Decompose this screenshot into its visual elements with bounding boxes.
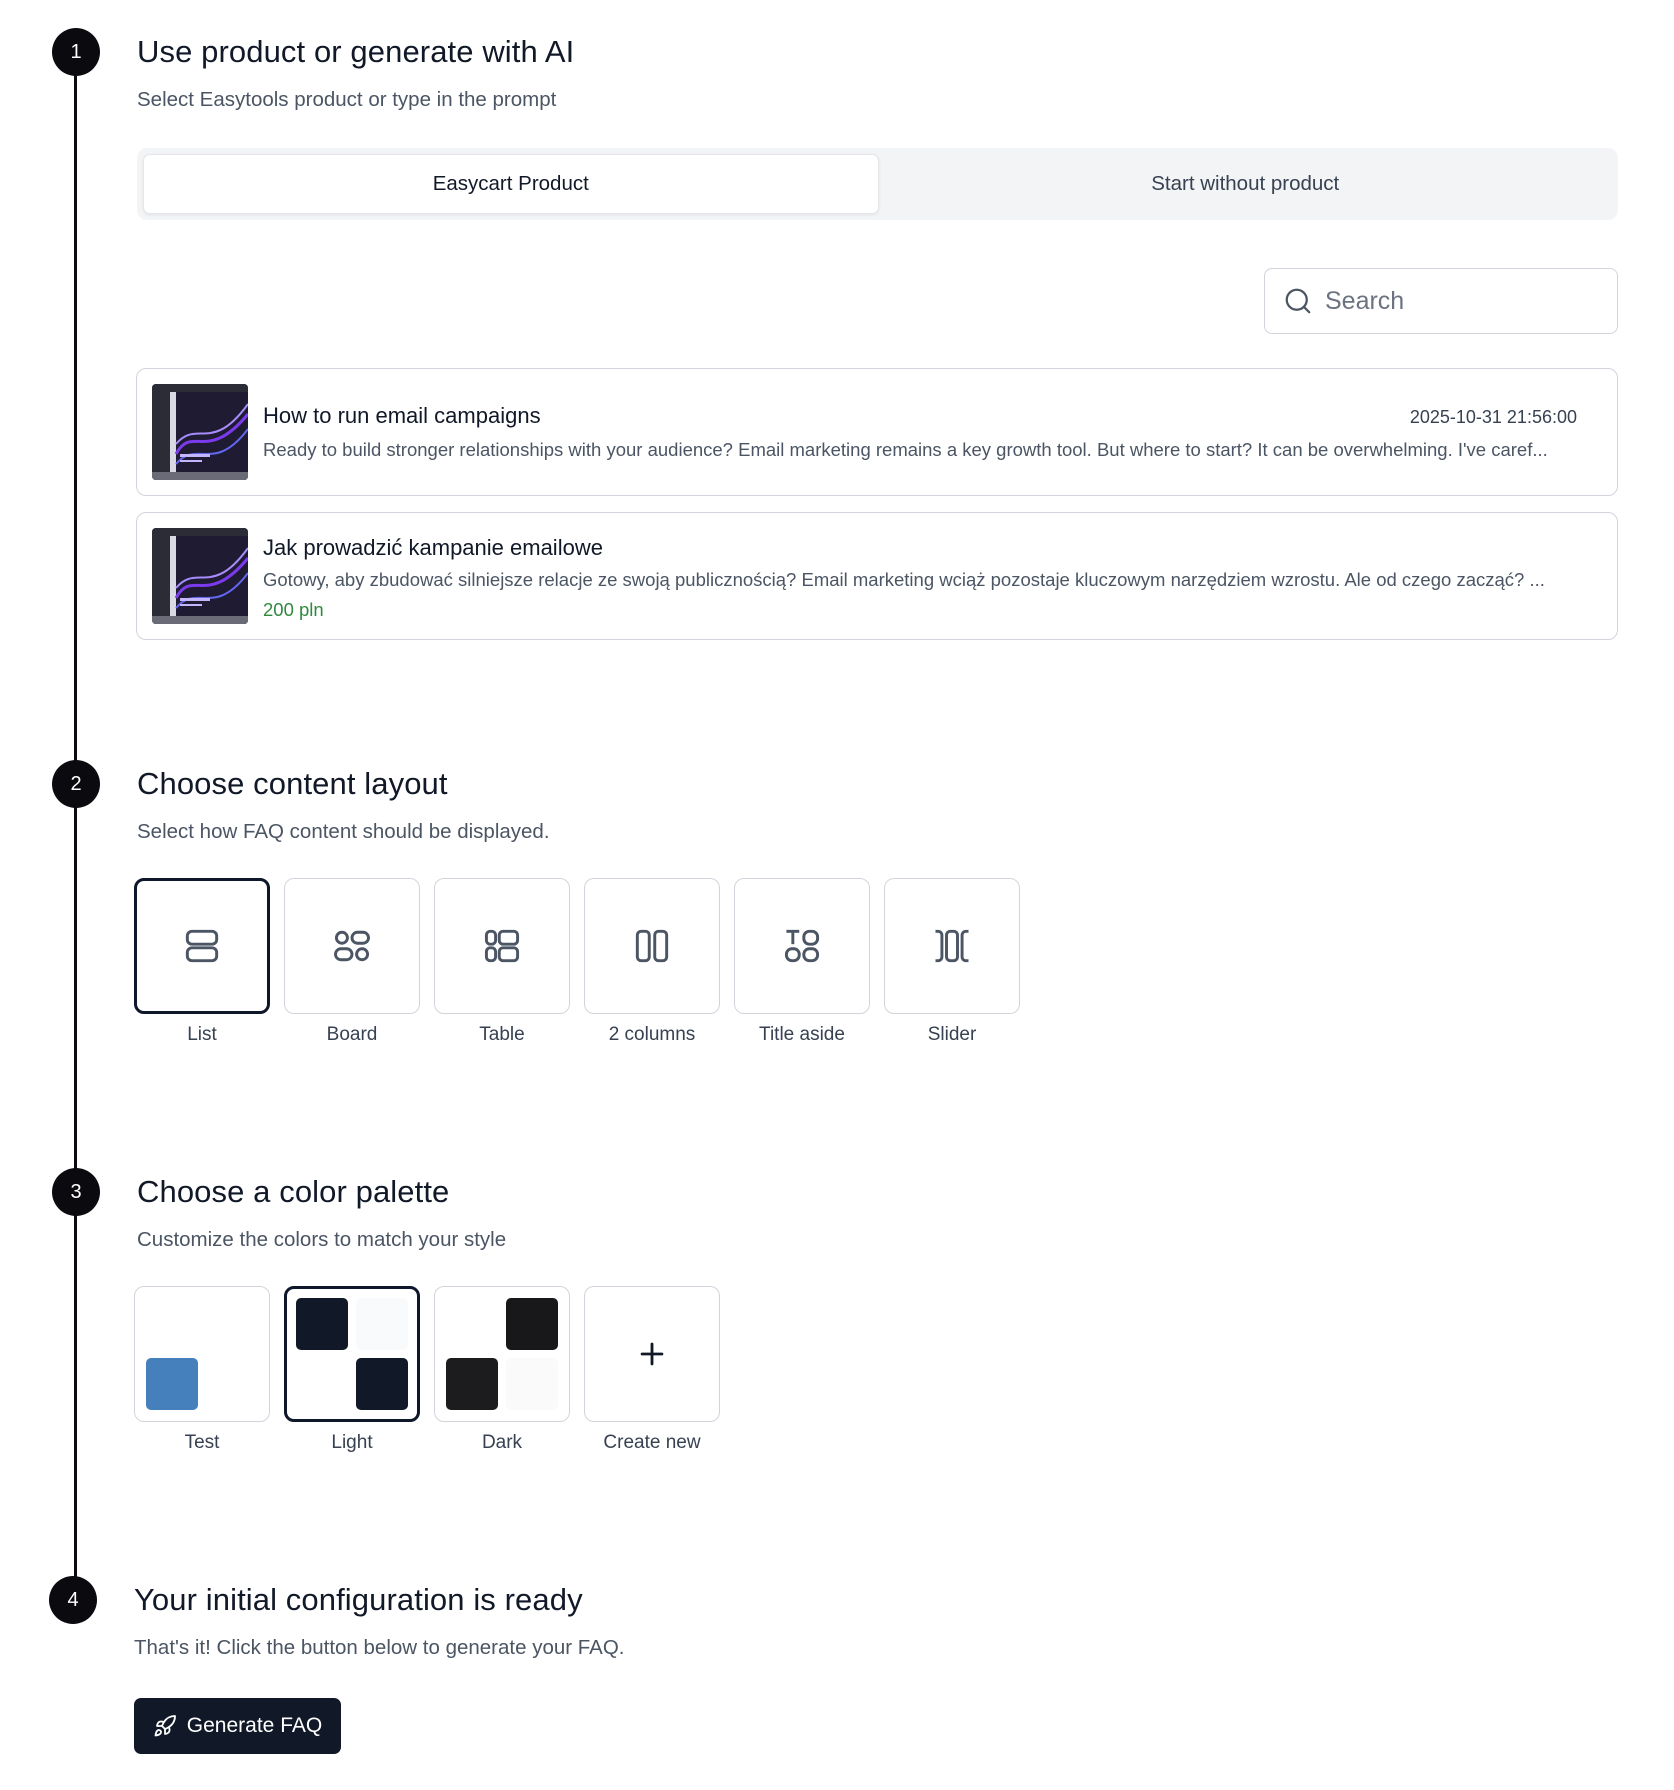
step-subtitle-3: Customize the colors to match your style [137,1228,507,1251]
product-description: Gotowy, aby zbudować silniejsze relacje ze swoją publicznością? Email marketing wciąż pozostaje kluczowym narzędziem wzrostu. Ale od czego zacząć? ... [263,569,1545,590]
palette-swatch [356,1358,408,1410]
product-title: Jak prowadzić kampanie emailowe [263,535,603,560]
layout-label-list: List [187,1024,217,1045]
product-description: Ready to build stronger relationships with your audience? Email marketing remains a key growth tool. But where to start? It can be overwhelming. I've caref... [263,439,1548,460]
layout-label-table: Table [479,1024,525,1045]
step-title-1: Use product or generate with AI [137,34,575,69]
layout-label-title-aside: Title aside [759,1024,845,1045]
product-title: How to run email campaigns [263,403,541,428]
product-price: 200 pln [263,599,324,620]
step-number-2: 2 [52,760,100,808]
tab-easycart-product[interactable]: Easycart Product [143,154,879,214]
rocket-icon [153,1714,177,1738]
title-aside-icon [780,924,824,968]
step-title-4: Your initial configuration is ready [134,1582,583,1617]
layout-label-slider: Slider [927,1024,977,1045]
layout-label-2-columns: 2 columns [608,1024,696,1045]
layout-option-list[interactable] [134,878,270,1014]
palette-option-light[interactable] [284,1286,420,1422]
palette-swatch [446,1358,498,1410]
palette-swatch [296,1358,348,1410]
palette-label-dark: Dark [481,1432,523,1453]
product-card[interactable] [136,368,1618,496]
palette-label-create-new: Create new [603,1432,701,1453]
product-date: 2025-10-31 21:56:00 [1409,407,1577,427]
step-title-3: Choose a color palette [137,1174,450,1209]
palette-option-test[interactable] [134,1286,270,1422]
timeline-connector [74,52,77,1622]
product-thumbnail [152,384,248,480]
layout-label-board: Board [326,1024,378,1045]
board-layout-icon [330,924,374,968]
step-number-3: 3 [52,1168,100,1216]
plus-icon [635,1337,669,1371]
palette-swatch [146,1358,198,1410]
list-layout-icon [180,924,224,968]
search-icon [1283,286,1313,316]
layout-option-board[interactable] [284,878,420,1014]
palette-swatch [296,1298,348,1350]
step-subtitle-2: Select how FAQ content should be displayed. [137,820,550,843]
table-layout-icon [480,924,524,968]
step-number-4: 4 [49,1576,97,1624]
step-subtitle-4: That's it! Click the button below to generate your FAQ. [134,1636,625,1659]
create-new-palette-button[interactable] [584,1286,720,1422]
two-columns-icon [630,924,674,968]
palette-swatch [506,1298,558,1350]
generate-faq-button[interactable] [134,1698,341,1754]
palette-swatch [446,1298,498,1350]
search-input[interactable] [1325,287,1605,316]
palette-option-dark[interactable] [434,1286,570,1422]
layout-option-table[interactable] [434,878,570,1014]
step-subtitle-1: Select Easytools product or type in the prompt [137,88,557,111]
slider-icon [930,924,974,968]
step-title-2: Choose content layout [137,766,448,801]
palette-swatch [506,1358,558,1410]
step-number-1: 1 [52,28,100,76]
product-source-toggle [137,148,1618,220]
layout-option-2-columns[interactable] [584,878,720,1014]
tab-start-without-product[interactable]: Start without product [1151,172,1340,195]
palette-swatch [356,1298,408,1350]
generate-faq-label: Generate FAQ [186,1714,323,1737]
product-thumbnail [152,528,248,624]
palette-label-test: Test [184,1432,220,1453]
layout-option-slider[interactable] [884,878,1020,1014]
search-box [1264,268,1618,334]
layout-option-title-aside[interactable] [734,878,870,1014]
palette-label-light: Light [331,1432,373,1453]
product-card[interactable] [136,512,1618,640]
